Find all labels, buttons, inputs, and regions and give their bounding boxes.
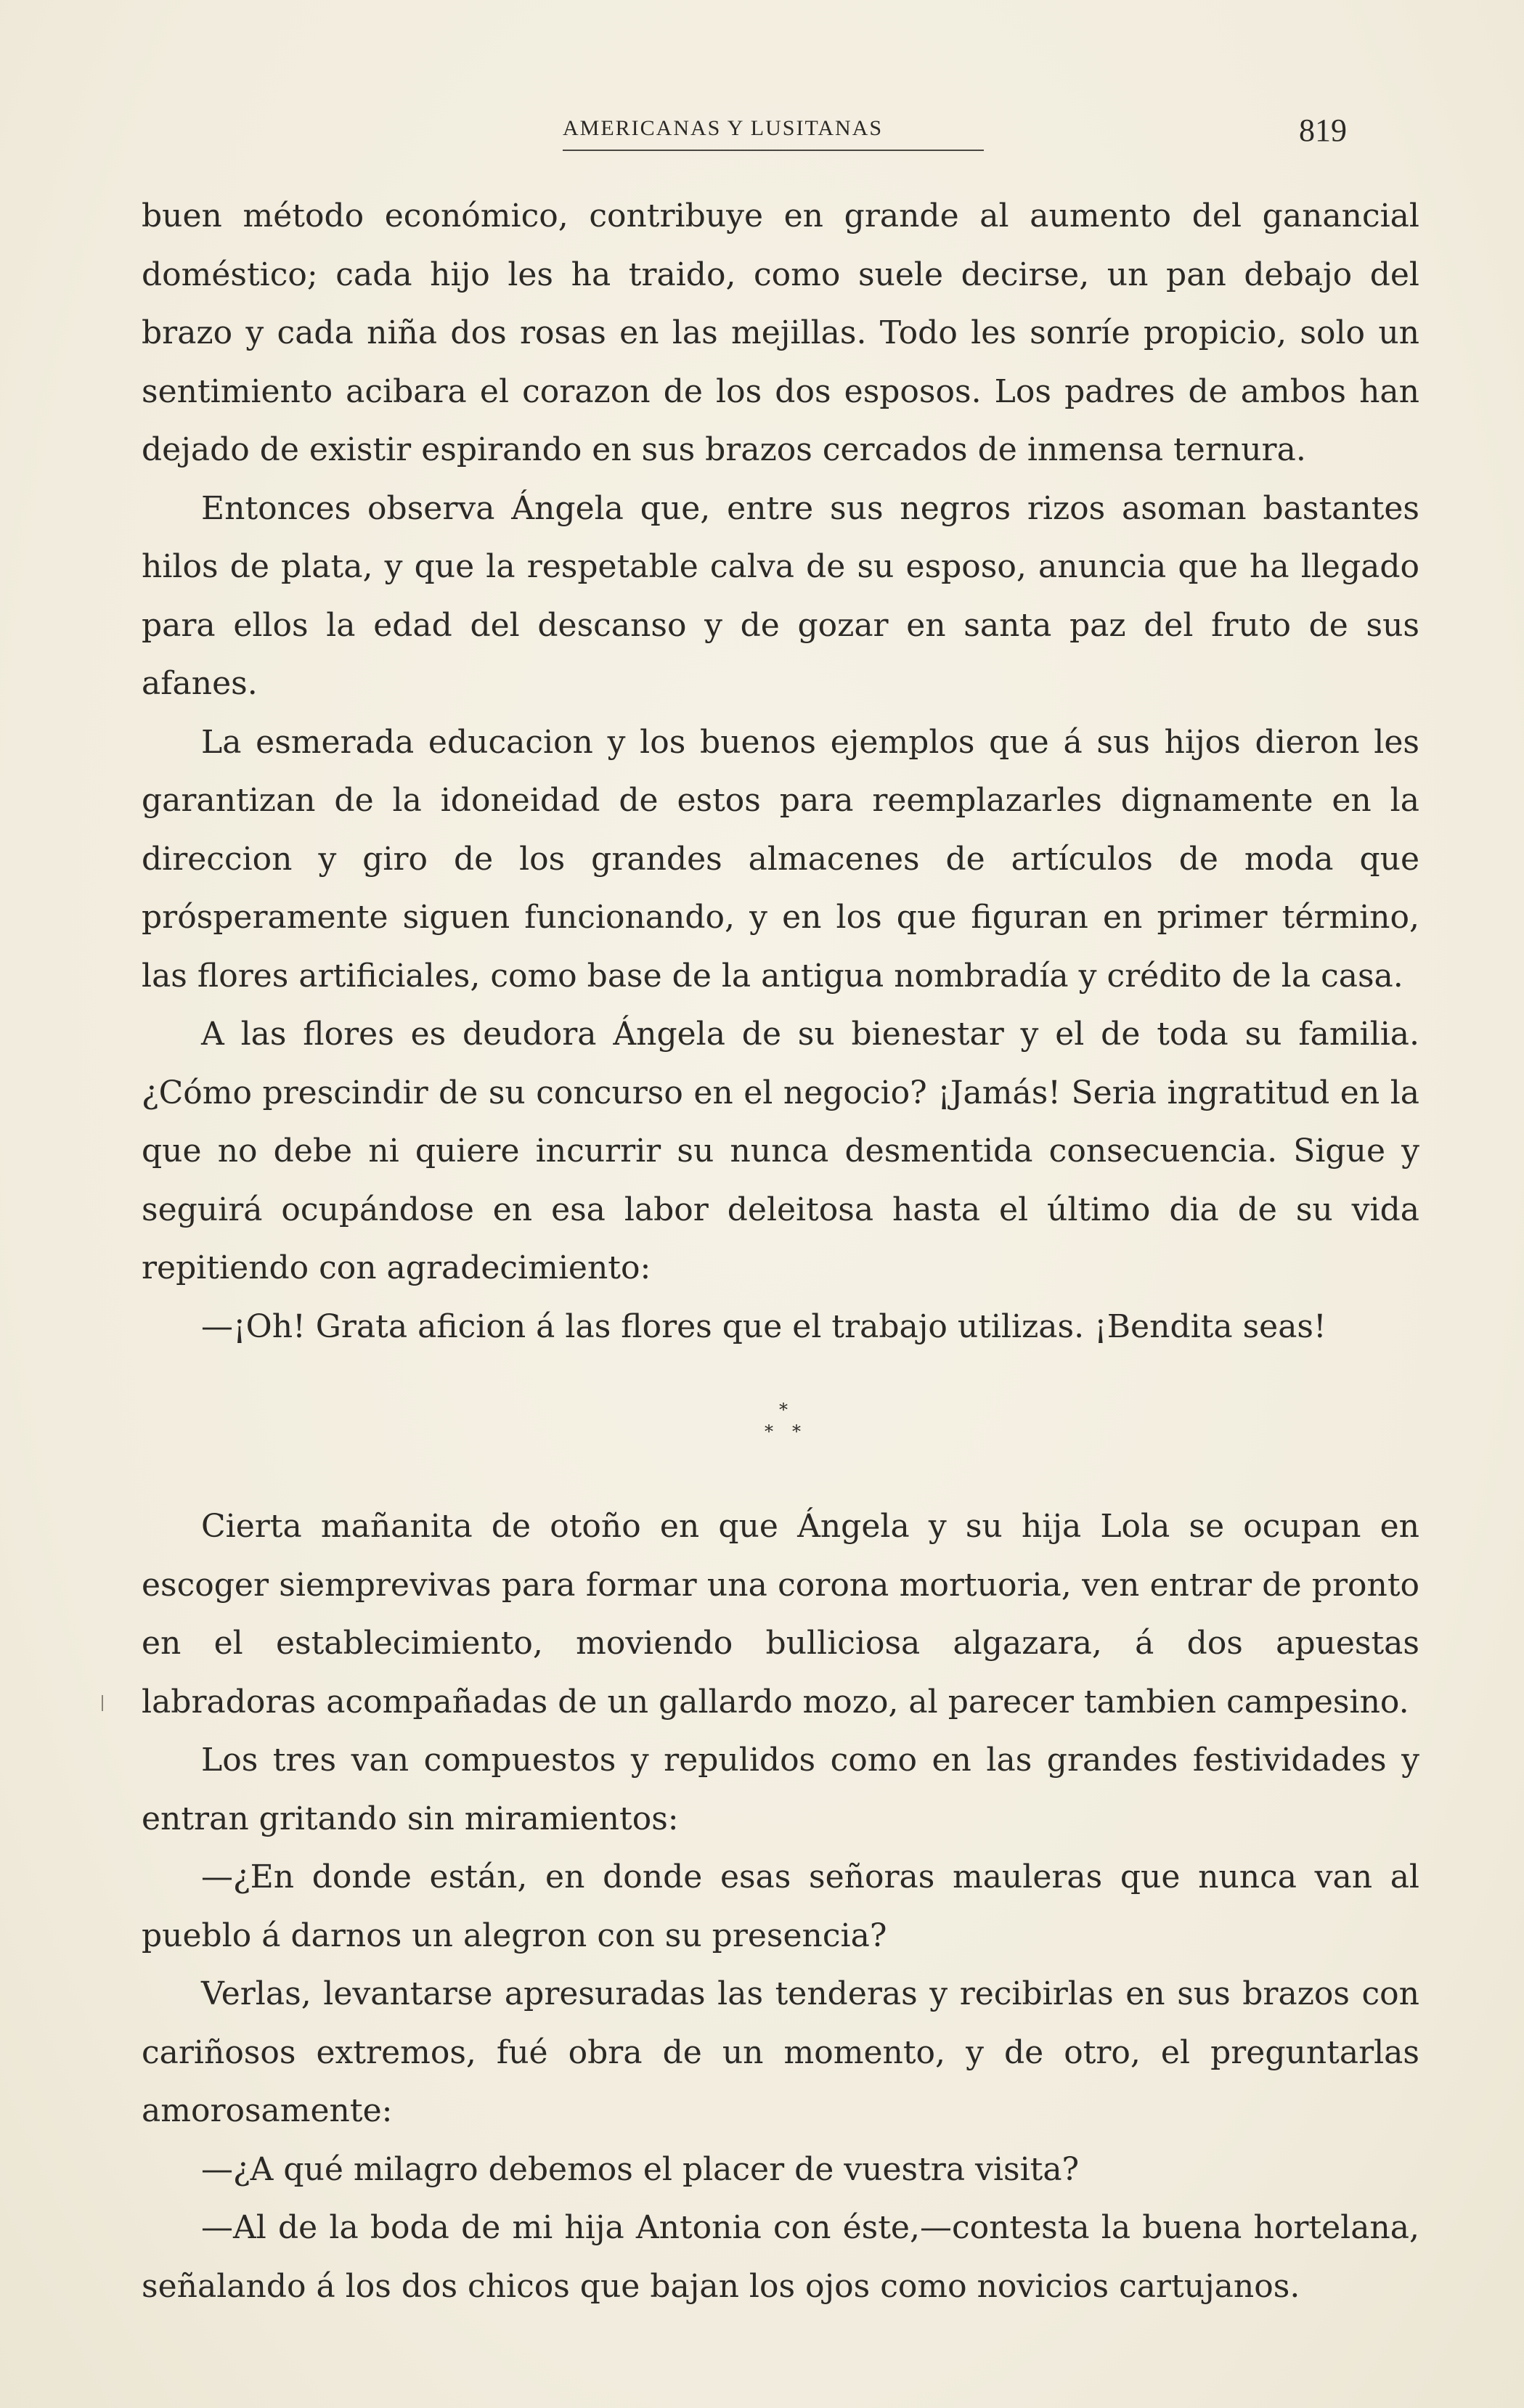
paragraph: La esmerada educacion y los buenos ejemplos que á sus hijos dieron les garantizan de la idoneidad de estos para reemplazarles dignamente en la direccion y giro de los grandes almacenes de artículos de moda que prósperamente siguen funcionando, y en los que figuran en primer término, las flores artificiales, como base de la antigua nombradía y crédito de la casa.: [142, 723, 1419, 995]
page-number: 819: [1299, 113, 1347, 148]
paragraph: —¿En donde están, en donde esas señoras mauleras que nunca van al pueblo á darnos un alegron con su presencia?: [142, 1858, 1419, 1954]
paragraph: —Al de la boda de mi hija Antonia con éste,—contesta la buena hortelana, señalando á los dos chicos que bajan los ojos como novicios cartujanos.: [142, 2209, 1419, 2305]
paragraph: Verlas, levantarse apresuradas las tenderas y recibirlas en sus brazos con cariñosos extremos, fué obra de un momento, y de otro, el preguntarlas amorosamente:: [142, 1975, 1419, 2129]
asterism-star: *: [765, 1421, 773, 1442]
header-rule: [563, 150, 984, 151]
asterism-star: *: [792, 1421, 801, 1442]
margin-mark: [102, 1695, 103, 1711]
page-header: [145, 109, 1380, 152]
paragraph: Entonces observa Ángela que, entre sus negros rizos asoman bastantes hilos de plata, y que la respetable calva de su esposo, anuncia que ha llegado para ellos la edad del descanso y de gozar en santa paz del fruto de sus afanes.: [142, 489, 1419, 702]
section-break-asterism: [142, 1356, 1419, 1498]
paragraph: buen método económico, contribuye en grande al aumento del ganancial doméstico; cada hijo les ha traido, como suele decirse, un pan debajo del brazo y cada niña dos rosas en las mejillas. Todo les sonríe propicio, solo un sentimiento acibara el corazon de los dos esposos. Los padres de ambos han dejado de existir espirando en sus brazos cercados de inmensa ternura.: [142, 197, 1419, 468]
asterism-star: *: [779, 1400, 788, 1420]
body-text: [142, 187, 1419, 2316]
paragraph: A las flores es deudora Ángela de su bienestar y el de toda su familia. ¿Cómo prescindir de su concurso en el negocio? ¡Jamás! Seria ingratitud en la que no debe ni quiere incurrir su nunca desmentida consecuencia. Sigue y seguirá ocupándose en esa labor deleitosa hasta el último dia de su vida repitiendo con agradecimiento:: [142, 1016, 1419, 1286]
running-title: AMERICANAS Y LUSITANAS: [563, 116, 884, 140]
paragraph: —¿A qué milagro debemos el placer de vuestra visita?: [201, 2150, 1080, 2188]
paragraph: Los tres van compuestos y repulidos como en las grandes festividades y entran gritando sin miramientos:: [142, 1742, 1419, 1837]
paragraph: Cierta mañanita de otoño en que Ángela y su hija Lola se ocupan en escoger siemprevivas para formar una corona mortuoria, ven entrar de pronto en el establecimiento, moviendo bulliciosa algazara, á dos apuestas labradoras acompañadas de un gallardo mozo, al parecer tambien campesino.: [142, 1508, 1419, 1721]
paragraph: —¡Oh! Grata aficion á las flores que el trabajo utilizas. ¡Bendita seas!: [201, 1307, 1327, 1345]
